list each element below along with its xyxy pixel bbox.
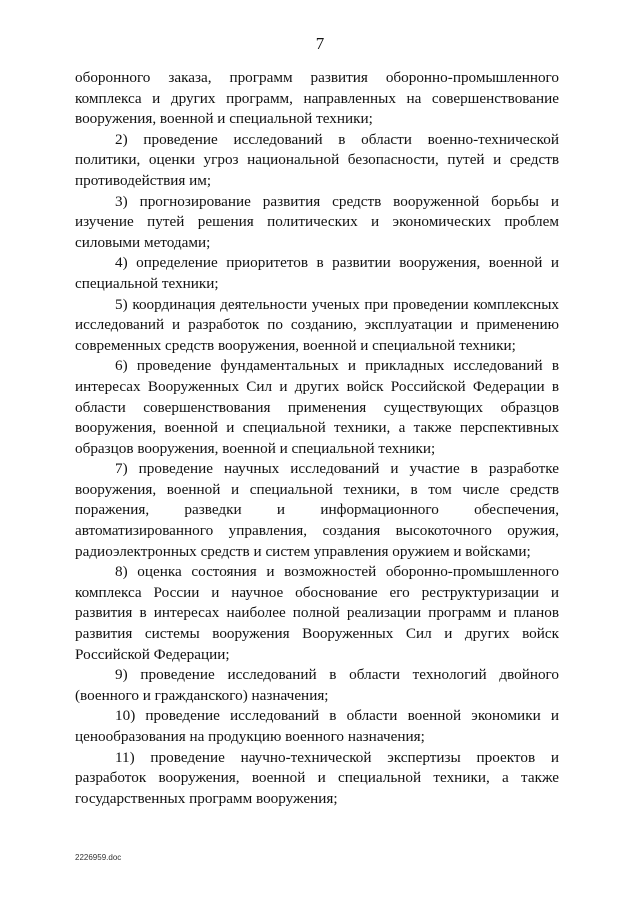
- paragraph-item-6: 6) проведение фундаментальных и прикладных исследований в интересах Вооруженных Сил и других войск Российской Федерации в области совершенствования применения существующих образцов вооружения, военной и специальной техники, а также перспективных образцов вооружения, военной и специальной техники;: [75, 357, 559, 457]
- paragraph-item-10: 10) проведение исследований в области военной экономики и ценообразования на продукцию военного назначения;: [75, 707, 559, 745]
- paragraph-item-5: 5) координация деятельности ученых при проведении комплексных исследований и разработок по созданию, эксплуатации и применению современных средств вооружения, военной и специальной техники;: [75, 295, 559, 354]
- page-number: 7: [315, 34, 325, 53]
- paragraph-item-9: 9) проведение исследований в области технологий двойного (военного и гражданского) назначения;: [75, 666, 559, 704]
- paragraph-item-4: 4) определение приоритетов в развитии вооружения, военной и специальной техники;: [75, 254, 559, 292]
- paragraph-item-7: 7) проведение научных исследований и участие в разработке вооружения, военной и специальной техники, в том числе средств поражения, разведки и информационного обеспечения, автоматизированного управления, создания высокоточного оружия, радиоэлектронных средств и систем управления оружием и войсками;: [75, 460, 559, 560]
- footer-filename: 2226959.doc: [75, 853, 122, 862]
- paragraph-item-8: 8) оценка состояния и возможностей оборонно-промышленного комплекса России и научное обоснование его реструктуризации и развития в интересах наиболее полной реализации программ и планов развития системы вооружения Вооруженных Сил и других войск Российской Федерации;: [75, 563, 559, 663]
- document-body: [75, 68, 559, 809]
- paragraph-continuation: оборонного заказа, программ развития оборонно-промышленного комплекса и других программ, направленных на совершенствование вооружения, военной и специальной техники;: [75, 69, 559, 128]
- paragraph-item-3: 3) прогнозирование развития средств вооруженной борьбы и изучение путей решения политических и экономических проблем силовыми методами;: [75, 192, 559, 251]
- paragraph-item-2: 2) проведение исследований в области военно-технической политики, оценки угроз национальной безопасности, путей и средств противодействия им;: [75, 130, 559, 189]
- paragraph-item-11: 11) проведение научно-технической экспертизы проектов и разработок вооружения, военной и специальной техники, а также государственных программ вооружения;: [75, 748, 559, 807]
